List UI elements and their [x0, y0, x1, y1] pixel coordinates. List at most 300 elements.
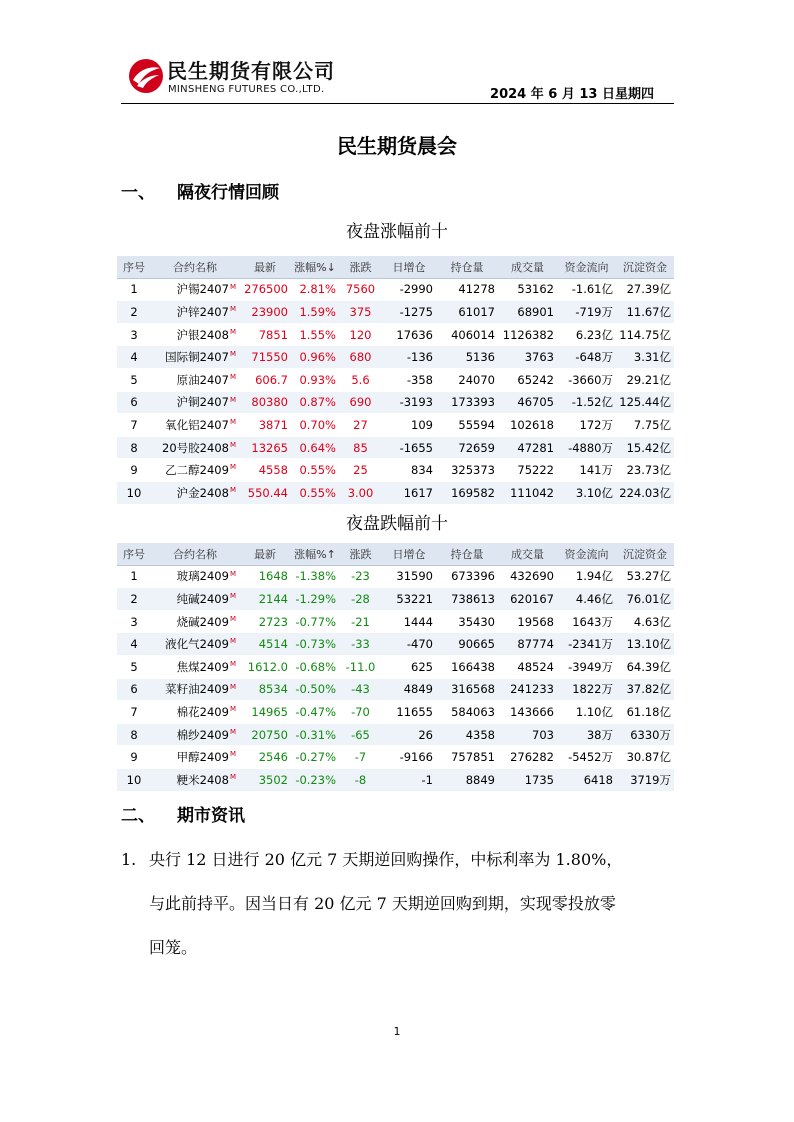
table-row [117, 565, 674, 588]
header-fund-flow: 资金流向 [557, 256, 616, 278]
cell-oi-change: 11655 [382, 701, 436, 724]
table-header-row [117, 256, 674, 278]
cell-change: 85 [339, 436, 382, 459]
cell-oi-change: -1 [382, 768, 436, 791]
cell-settled-funds: 29.21亿 [616, 368, 674, 391]
section-number: 二、 [121, 806, 155, 826]
contract-name-text: 乙二醇2409 [165, 463, 229, 478]
cell-fund-flow: -648万 [557, 346, 616, 369]
main-contract-marker: M [229, 440, 236, 449]
top-gainers-title: 夜盘涨幅前十 [346, 222, 448, 242]
cell-row-index: 8 [117, 436, 151, 459]
cell-fund-flow: 1643万 [557, 610, 616, 633]
cell-open-interest: 4358 [436, 723, 498, 746]
cell-settled-funds: 3.31亿 [616, 346, 674, 369]
contract-name-text: 纯碱2409 [176, 591, 229, 606]
header-settled-funds: 沉淀资金 [616, 256, 674, 278]
news-line: 与此前持平。因当日有 20 亿元 7 天期逆回购到期，实现零投放零 [149, 894, 616, 913]
cell-change: 7560 [339, 278, 382, 301]
cell-change-pct: -0.27% [291, 746, 339, 769]
cell-contract-name [151, 746, 239, 769]
cell-change: -11.0 [339, 655, 382, 678]
cell-open-interest: 584063 [436, 701, 498, 724]
cell-last-price: 14965 [239, 701, 291, 724]
section-title: 期市资讯 [177, 806, 245, 826]
cell-contract-name [151, 588, 239, 611]
main-contract-marker: M [229, 772, 236, 781]
cell-change-pct: 0.64% [291, 436, 339, 459]
cell-change-pct: -0.50% [291, 678, 339, 701]
cell-volume: 111042 [498, 481, 557, 504]
cell-change-pct: -0.77% [291, 610, 339, 633]
main-contract-marker: M [229, 705, 236, 714]
table-row [117, 746, 674, 769]
cell-change: -70 [339, 701, 382, 724]
cell-contract-name [151, 459, 239, 482]
contract-name-text: 氧化铝2407 [165, 417, 229, 432]
cell-settled-funds: 76.01亿 [616, 588, 674, 611]
cell-last-price: 2144 [239, 588, 291, 611]
cell-contract-name [151, 633, 239, 656]
cell-settled-funds: 224.03亿 [616, 481, 674, 504]
cell-settled-funds: 4.63亿 [616, 610, 674, 633]
cell-row-index: 10 [117, 481, 151, 504]
cell-fund-flow: 1.10亿 [557, 701, 616, 724]
cell-fund-flow: 3.10亿 [557, 481, 616, 504]
cell-fund-flow: -4880万 [557, 436, 616, 459]
main-contract-marker: M [229, 750, 236, 759]
header-row-index: 序号 [117, 256, 151, 278]
cell-change: 3.00 [339, 481, 382, 504]
cell-volume: 432690 [498, 565, 557, 588]
cell-fund-flow: -1.52亿 [557, 391, 616, 414]
cell-change-pct: -0.23% [291, 768, 339, 791]
cell-oi-change: -136 [382, 346, 436, 369]
cell-contract-name [151, 610, 239, 633]
cell-change: -65 [339, 723, 382, 746]
cell-change: 690 [339, 391, 382, 414]
cell-oi-change: -358 [382, 368, 436, 391]
contract-name-text: 原油2407 [176, 372, 229, 387]
cell-oi-change: 17636 [382, 323, 436, 346]
header-change: 涨跌 [339, 543, 382, 565]
cell-row-index: 5 [117, 368, 151, 391]
cell-fund-flow: -3660万 [557, 368, 616, 391]
cell-volume: 703 [498, 723, 557, 746]
table-row [117, 436, 674, 459]
cell-contract-name [151, 436, 239, 459]
cell-contract-name [151, 655, 239, 678]
cell-open-interest: 72659 [436, 436, 498, 459]
cell-contract-name [151, 391, 239, 414]
cell-settled-funds: 15.42亿 [616, 436, 674, 459]
table-row [117, 368, 674, 391]
cell-last-price: 71550 [239, 346, 291, 369]
cell-row-index: 3 [117, 610, 151, 633]
cell-contract-name [151, 723, 239, 746]
cell-last-price: 8534 [239, 678, 291, 701]
cell-settled-funds: 6330万 [616, 723, 674, 746]
cell-volume: 75222 [498, 459, 557, 482]
cell-settled-funds: 27.39亿 [616, 278, 674, 301]
cell-contract-name [151, 368, 239, 391]
cell-change-pct: 0.55% [291, 481, 339, 504]
top-gainers-table [117, 256, 674, 505]
cell-change-pct: 0.96% [291, 346, 339, 369]
cell-fund-flow: 6418 [557, 768, 616, 791]
contract-name-text: 玻璃2409 [176, 569, 229, 584]
contract-name-text: 国际铜2407 [165, 350, 229, 365]
table-row [117, 655, 674, 678]
cell-open-interest: 757851 [436, 746, 498, 769]
table-row [117, 301, 674, 324]
table-row [117, 678, 674, 701]
header-open-interest: 持仓量 [436, 256, 498, 278]
cell-contract-name [151, 768, 239, 791]
header-oi-change: 日增仓 [382, 256, 436, 278]
cell-oi-change: 834 [382, 459, 436, 482]
cell-row-index: 6 [117, 391, 151, 414]
cell-volume: 102618 [498, 414, 557, 437]
cell-change: 375 [339, 301, 382, 324]
cell-volume: 48524 [498, 655, 557, 678]
cell-oi-change: 4849 [382, 678, 436, 701]
main-contract-marker: M [229, 418, 236, 427]
cell-oi-change: 109 [382, 414, 436, 437]
cell-last-price: 3502 [239, 768, 291, 791]
cell-last-price: 1648 [239, 565, 291, 588]
cell-fund-flow: 6.23亿 [557, 323, 616, 346]
cell-settled-funds: 37.82亿 [616, 678, 674, 701]
main-contract-marker: M [229, 592, 236, 601]
company-name-cn: 民生期货有限公司 [167, 59, 335, 83]
cell-last-price: 2723 [239, 610, 291, 633]
header-settled-funds: 沉淀资金 [616, 543, 674, 565]
table-row [117, 391, 674, 414]
section-number: 一、 [121, 183, 155, 203]
header-fund-flow: 资金流向 [557, 543, 616, 565]
table-row [117, 701, 674, 724]
cell-open-interest: 41278 [436, 278, 498, 301]
cell-oi-change: -470 [382, 633, 436, 656]
cell-open-interest: 169582 [436, 481, 498, 504]
main-contract-marker: M [229, 395, 236, 404]
contract-name-text: 沪金2408 [176, 485, 229, 500]
cell-change-pct: -1.38% [291, 565, 339, 588]
cell-volume: 87774 [498, 633, 557, 656]
cell-oi-change: 625 [382, 655, 436, 678]
header-row-index: 序号 [117, 543, 151, 565]
cell-open-interest: 173393 [436, 391, 498, 414]
table-row [117, 459, 674, 482]
cell-change-pct: -1.29% [291, 588, 339, 611]
cell-settled-funds: 11.67亿 [616, 301, 674, 324]
cell-contract-name [151, 414, 239, 437]
cell-fund-flow: 172万 [557, 414, 616, 437]
cell-open-interest: 90665 [436, 633, 498, 656]
cell-oi-change: -1655 [382, 436, 436, 459]
header-oi-change: 日增仓 [382, 543, 436, 565]
main-contract-marker: M [229, 282, 236, 291]
cell-row-index: 7 [117, 414, 151, 437]
cell-change: -7 [339, 746, 382, 769]
cell-fund-flow: -2341万 [557, 633, 616, 656]
contract-name-text: 棉纱2409 [176, 727, 229, 742]
cell-row-index: 9 [117, 746, 151, 769]
cell-oi-change: 1444 [382, 610, 436, 633]
table-header-row [117, 543, 674, 565]
cell-fund-flow: -3949万 [557, 655, 616, 678]
cell-last-price: 20750 [239, 723, 291, 746]
cell-row-index: 5 [117, 655, 151, 678]
cell-oi-change: 1617 [382, 481, 436, 504]
cell-fund-flow: -1.61亿 [557, 278, 616, 301]
cell-change-pct: 0.55% [291, 459, 339, 482]
cell-last-price: 13265 [239, 436, 291, 459]
cell-change: -21 [339, 610, 382, 633]
cell-change: -33 [339, 633, 382, 656]
header-last-price: 最新 [239, 543, 291, 565]
cell-last-price: 276500 [239, 278, 291, 301]
cell-volume: 3763 [498, 346, 557, 369]
cell-last-price: 550.44 [239, 481, 291, 504]
cell-last-price: 7851 [239, 323, 291, 346]
main-contract-marker: M [229, 372, 236, 381]
header-volume: 成交量 [498, 543, 557, 565]
cell-open-interest: 673396 [436, 565, 498, 588]
cell-contract-name [151, 301, 239, 324]
cell-change-pct: -0.31% [291, 723, 339, 746]
cell-oi-change: 53221 [382, 588, 436, 611]
cell-settled-funds: 30.87亿 [616, 746, 674, 769]
cell-volume: 47281 [498, 436, 557, 459]
report-date: 2024 年 6 月 13 日星期四 [490, 87, 654, 102]
cell-change-pct: -0.47% [291, 701, 339, 724]
cell-volume: 1126382 [498, 323, 557, 346]
cell-change-pct: 1.55% [291, 323, 339, 346]
table-row [117, 346, 674, 369]
cell-change: -8 [339, 768, 382, 791]
cell-last-price: 3871 [239, 414, 291, 437]
cell-change: 27 [339, 414, 382, 437]
cell-last-price: 4514 [239, 633, 291, 656]
cell-settled-funds: 7.75亿 [616, 414, 674, 437]
cell-settled-funds: 125.44亿 [616, 391, 674, 414]
cell-fund-flow: 1822万 [557, 678, 616, 701]
cell-row-index: 4 [117, 346, 151, 369]
main-contract-marker: M [229, 463, 236, 472]
cell-oi-change: 31590 [382, 565, 436, 588]
main-contract-marker: M [229, 614, 236, 623]
cell-volume: 19568 [498, 610, 557, 633]
section-heading-news [121, 801, 245, 826]
cell-volume: 65242 [498, 368, 557, 391]
cell-volume: 241233 [498, 678, 557, 701]
cell-change: -23 [339, 565, 382, 588]
cell-last-price: 1612.0 [239, 655, 291, 678]
news-item [121, 838, 681, 970]
top-losers-title: 夜盘跌幅前十 [346, 514, 448, 534]
cell-change-pct: 0.70% [291, 414, 339, 437]
cell-volume: 46705 [498, 391, 557, 414]
main-contract-marker: M [229, 569, 236, 578]
contract-name-text: 烧碱2409 [176, 614, 229, 629]
cell-fund-flow: 1.94亿 [557, 565, 616, 588]
cell-settled-funds: 61.18亿 [616, 701, 674, 724]
contract-name-text: 甲醇2409 [176, 750, 229, 765]
cell-oi-change: -3193 [382, 391, 436, 414]
cell-fund-flow: 141万 [557, 459, 616, 482]
cell-volume: 143666 [498, 701, 557, 724]
cell-settled-funds: 13.10亿 [616, 633, 674, 656]
cell-open-interest: 406014 [436, 323, 498, 346]
cell-oi-change: 26 [382, 723, 436, 746]
company-name-en: MINSHENG FUTURES CO.,LTD. [168, 84, 325, 95]
cell-open-interest: 61017 [436, 301, 498, 324]
main-contract-marker: M [229, 485, 236, 494]
cell-change-pct: 0.87% [291, 391, 339, 414]
cell-change: -28 [339, 588, 382, 611]
cell-settled-funds: 53.27亿 [616, 565, 674, 588]
cell-open-interest: 166438 [436, 655, 498, 678]
header-open-interest: 持仓量 [436, 543, 498, 565]
table-row [117, 610, 674, 633]
header-divider [121, 103, 674, 104]
cell-change-pct: 1.59% [291, 301, 339, 324]
contract-name-text: 20号胶2408 [162, 440, 229, 455]
cell-contract-name [151, 278, 239, 301]
top-losers-table [117, 543, 674, 792]
cell-volume: 620167 [498, 588, 557, 611]
contract-name-text: 棉花2409 [176, 704, 229, 719]
cell-change-pct: 2.81% [291, 278, 339, 301]
cell-change: 680 [339, 346, 382, 369]
cell-oi-change: -1275 [382, 301, 436, 324]
cell-row-index: 6 [117, 678, 151, 701]
table-row [117, 323, 674, 346]
cell-change-pct: 0.93% [291, 368, 339, 391]
cell-fund-flow: -5452万 [557, 746, 616, 769]
cell-open-interest: 8849 [436, 768, 498, 791]
cell-volume: 53162 [498, 278, 557, 301]
news-line: 回笼。 [149, 938, 198, 957]
header-last-price: 最新 [239, 256, 291, 278]
cell-volume: 1735 [498, 768, 557, 791]
cell-fund-flow: 38万 [557, 723, 616, 746]
section-heading-overnight [121, 178, 279, 203]
cell-row-index: 3 [117, 323, 151, 346]
cell-row-index: 8 [117, 723, 151, 746]
contract-name-text: 沪锌2407 [176, 304, 229, 319]
cell-row-index: 1 [117, 278, 151, 301]
contract-name-text: 沪铜2407 [176, 395, 229, 410]
cell-contract-name [151, 565, 239, 588]
contract-name-text: 液化气2409 [165, 637, 229, 652]
cell-settled-funds: 3719万 [616, 768, 674, 791]
header-contract-name: 合约名称 [151, 256, 239, 278]
cell-row-index: 2 [117, 301, 151, 324]
cell-open-interest: 5136 [436, 346, 498, 369]
cell-last-price: 80380 [239, 391, 291, 414]
cell-oi-change: -9166 [382, 746, 436, 769]
cell-open-interest: 738613 [436, 588, 498, 611]
contract-name-text: 沪银2408 [176, 327, 229, 342]
cell-open-interest: 55594 [436, 414, 498, 437]
table-row [117, 633, 674, 656]
main-contract-marker: M [229, 637, 236, 646]
cell-last-price: 606.7 [239, 368, 291, 391]
cell-oi-change: -2990 [382, 278, 436, 301]
news-index: 1. [121, 850, 137, 869]
cell-change: 120 [339, 323, 382, 346]
header-change: 涨跌 [339, 256, 382, 278]
page-header [121, 52, 674, 104]
cell-last-price: 2546 [239, 746, 291, 769]
contract-name-text: 焦煤2409 [176, 659, 229, 674]
company-logo-icon [128, 58, 164, 94]
cell-change: 25 [339, 459, 382, 482]
cell-change-pct: -0.68% [291, 655, 339, 678]
main-contract-marker: M [229, 727, 236, 736]
section-title: 隔夜行情回顾 [177, 183, 279, 203]
cell-contract-name [151, 481, 239, 504]
main-contract-marker: M [229, 327, 236, 336]
cell-row-index: 7 [117, 701, 151, 724]
table-row [117, 481, 674, 504]
cell-change: -43 [339, 678, 382, 701]
cell-fund-flow: 4.46亿 [557, 588, 616, 611]
cell-contract-name [151, 323, 239, 346]
cell-contract-name [151, 701, 239, 724]
cell-volume: 276282 [498, 746, 557, 769]
cell-last-price: 4558 [239, 459, 291, 482]
table-row [117, 414, 674, 437]
cell-row-index: 2 [117, 588, 151, 611]
cell-change-pct: -0.73% [291, 633, 339, 656]
cell-open-interest: 316568 [436, 678, 498, 701]
contract-name-text: 粳米2408 [176, 772, 229, 787]
cell-open-interest: 24070 [436, 368, 498, 391]
cell-open-interest: 35430 [436, 610, 498, 633]
cell-settled-funds: 23.73亿 [616, 459, 674, 482]
cell-change: 5.6 [339, 368, 382, 391]
header-change-pct: 涨幅%↓ [291, 256, 339, 278]
cell-last-price: 23900 [239, 301, 291, 324]
main-contract-marker: M [229, 305, 236, 314]
table-row [117, 588, 674, 611]
cell-fund-flow: -719万 [557, 301, 616, 324]
page-number: 1 [393, 1025, 401, 1038]
cell-settled-funds: 64.39亿 [616, 655, 674, 678]
news-line: 央行 12 日进行 20 亿元 7 天期逆回购操作，中标利率为 1.80%， [149, 850, 623, 869]
cell-row-index: 1 [117, 565, 151, 588]
table-row [117, 768, 674, 791]
main-contract-marker: M [229, 350, 236, 359]
cell-volume: 68901 [498, 301, 557, 324]
contract-name-text: 菜籽油2409 [165, 682, 229, 697]
cell-contract-name [151, 678, 239, 701]
contract-name-text: 沪锡2407 [176, 282, 229, 297]
cell-row-index: 10 [117, 768, 151, 791]
cell-row-index: 4 [117, 633, 151, 656]
document-title: 民生期货晨会 [337, 134, 457, 158]
table-row [117, 723, 674, 746]
cell-settled-funds: 114.75亿 [616, 323, 674, 346]
header-volume: 成交量 [498, 256, 557, 278]
main-contract-marker: M [229, 659, 236, 668]
cell-open-interest: 325373 [436, 459, 498, 482]
header-change-pct: 涨幅%↑ [291, 543, 339, 565]
